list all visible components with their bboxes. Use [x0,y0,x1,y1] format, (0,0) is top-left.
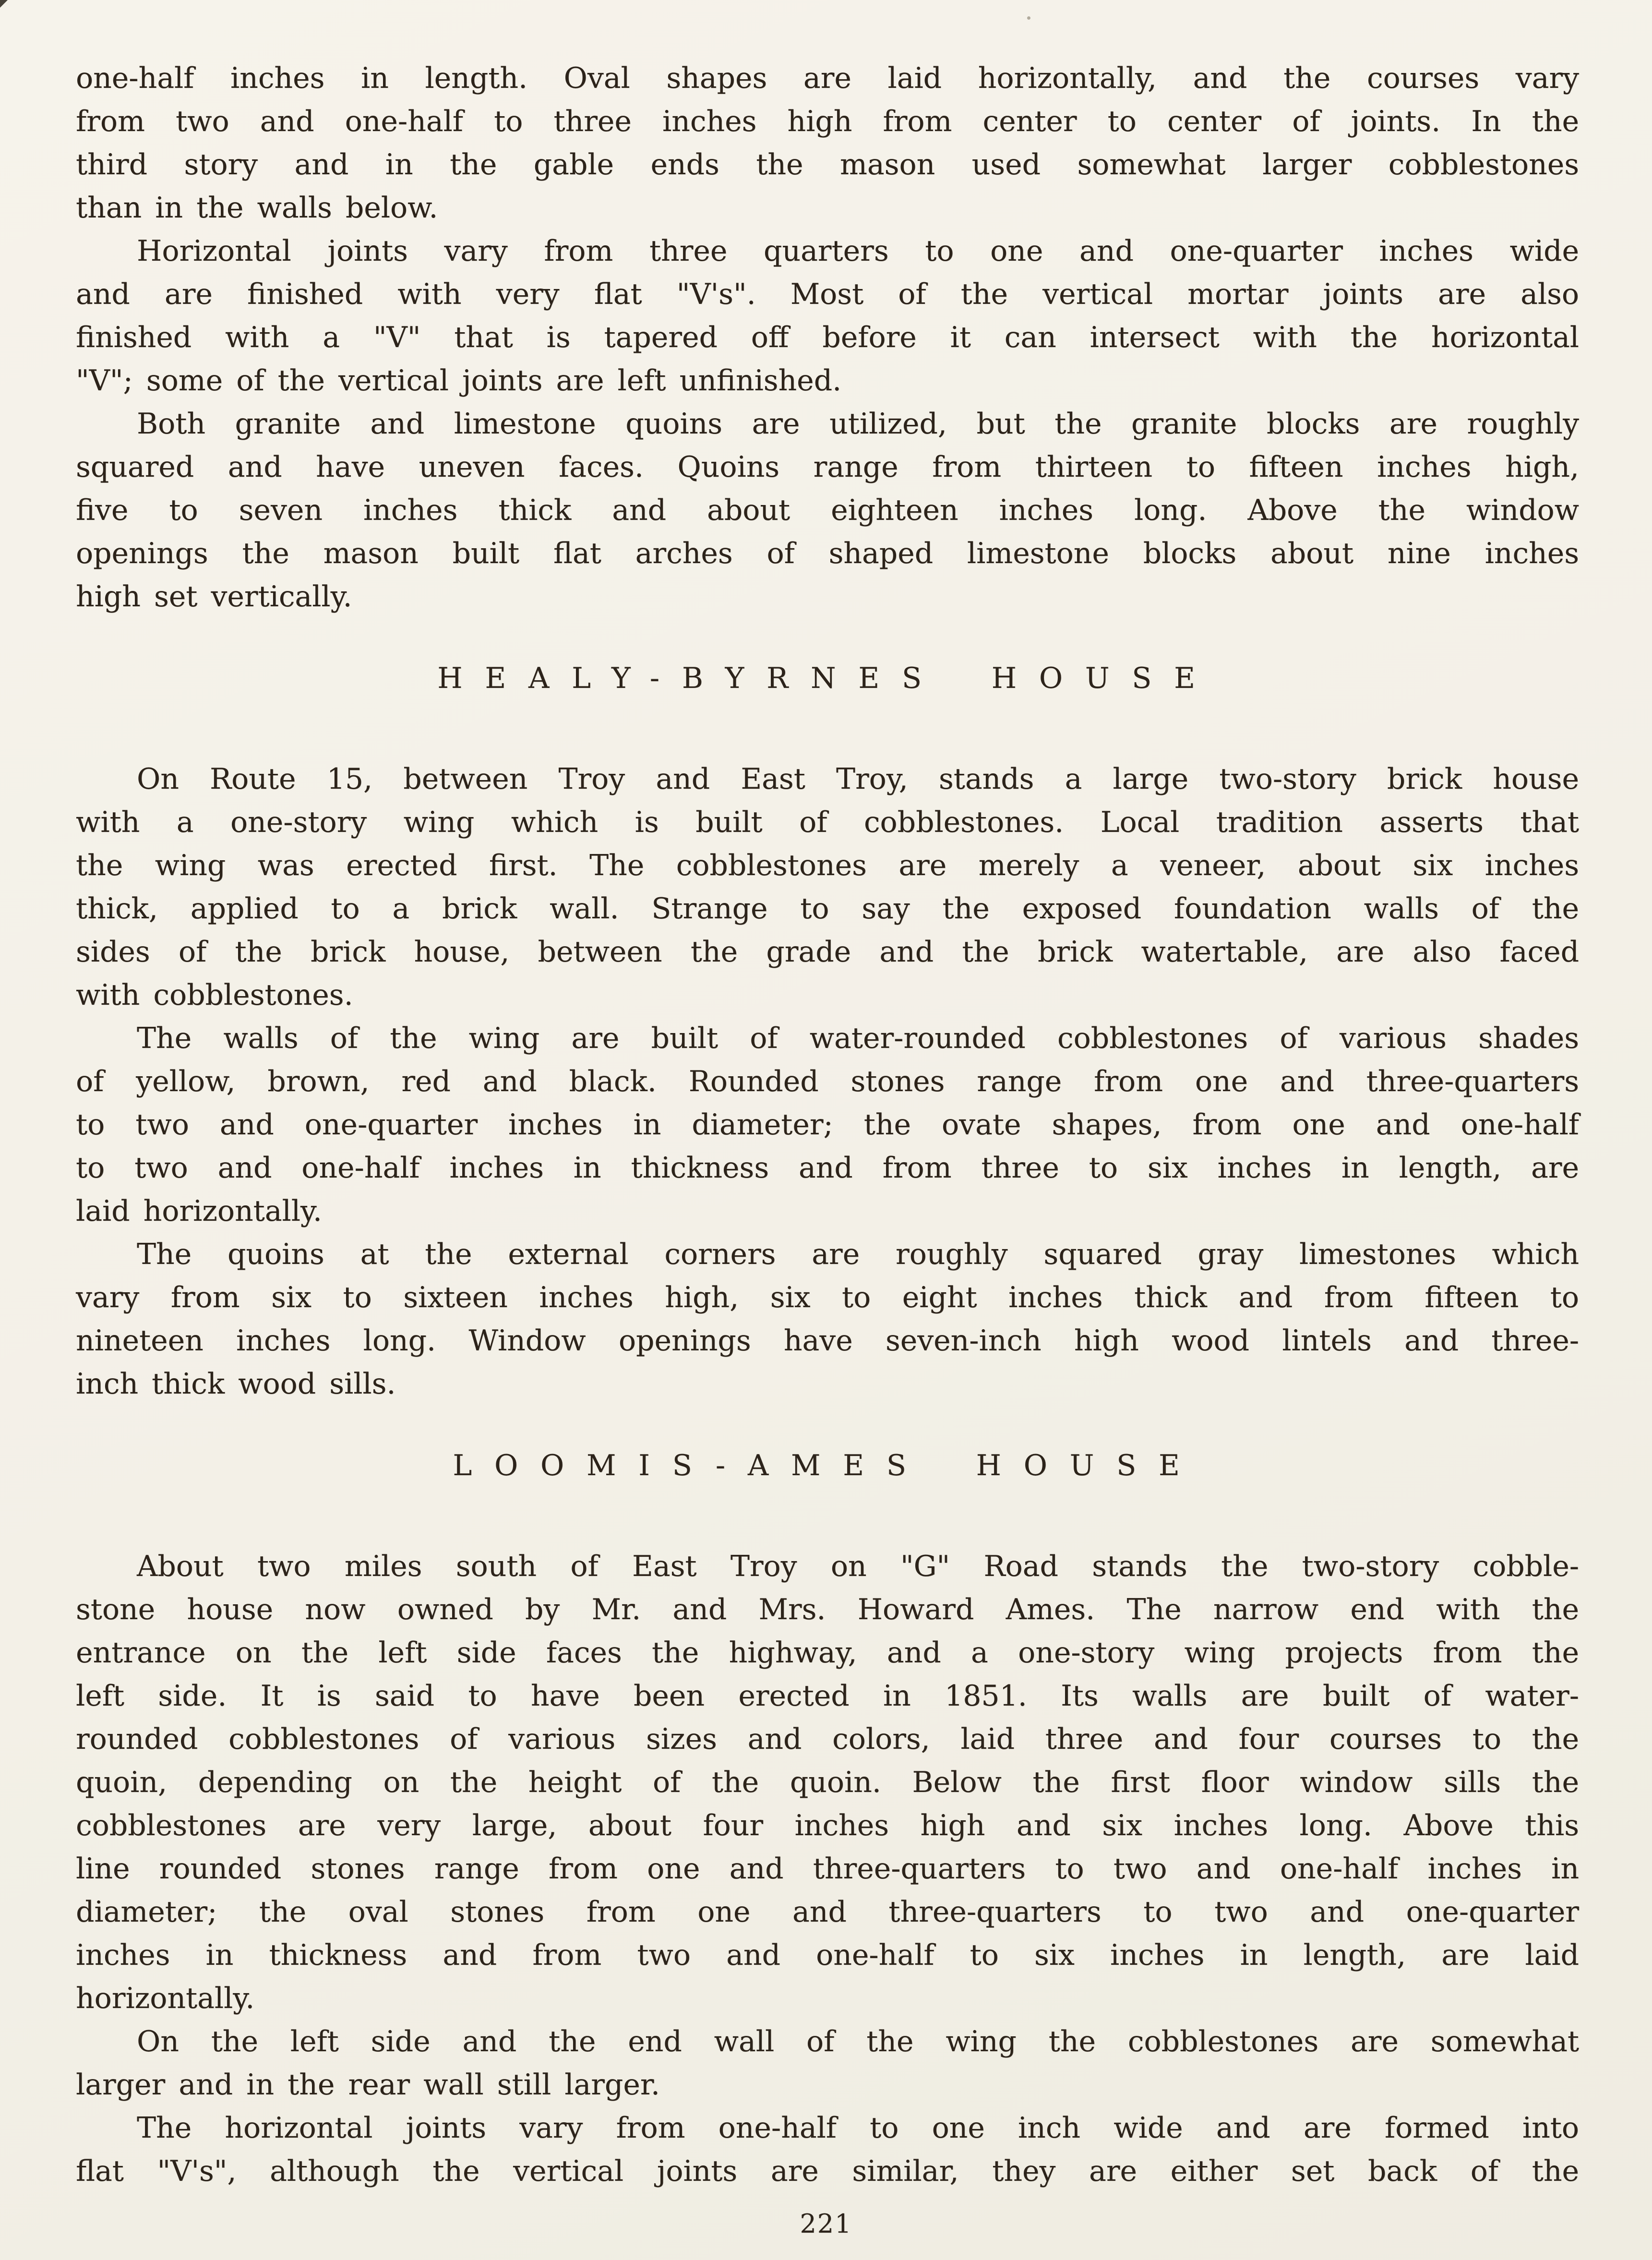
paragraph [76,1017,1579,1233]
paragraph [76,402,1579,618]
text-line: of yellow, brown, red and black. Rounded stones range from one and three-quarters [76,1065,1579,1098]
text-line: and are finished with very flat "V's". Most of the vertical mortar joints are also [76,277,1579,311]
text-line: with a one-story wing which is built of cobblestones. Local tradition asserts that [76,805,1579,839]
text-line: with cobblestones. [76,978,353,1012]
paragraph [76,1233,1579,1406]
text-line: horizontally. [76,1982,255,2015]
text-line: quoin, depending on the height of the quoin. Below the first floor window sills the [76,1766,1579,1799]
text-line: to two and one-half inches in thickness and from three to six inches in length, are [76,1151,1579,1185]
text-line: Both granite and limestone quoins are utilized, but the granite blocks are roughly [137,407,1579,441]
paragraph [76,2020,1579,2106]
text-line: On Route 15, between Troy and East Troy, stands a large two-story brick house [137,762,1579,796]
text-line: third story and in the gable ends the mason used somewhat larger cobblestones [76,148,1579,181]
text-line: inches in thickness and from two and one-half to six inches in length, are laid [76,1938,1579,1972]
text-line: stone house now owned by Mr. and Mrs. Howard Ames. The narrow end with the [76,1593,1579,1626]
text-line: diameter; the oval stones from one and three-quarters to two and one-quarter [76,1895,1579,1929]
text-line: one-half inches in length. Oval shapes are laid horizontally, and the courses vary [76,61,1579,95]
text-line: nineteen inches long. Window openings have seven-inch high wood lintels and three- [76,1324,1579,1358]
text-line: The walls of the wing are built of water-rounded cobblestones of various shades [137,1022,1579,1055]
text-line: entrance on the left side faces the highway, and a one-story wing projects from the [76,1636,1579,1670]
paragraph [76,1545,1579,2020]
text-line: high set vertically. [76,580,352,613]
text-line: The horizontal joints vary from one-half to one inch wide and are formed into [137,2111,1579,2145]
text-line: laid horizontally. [76,1194,322,1228]
text-line: thick, applied to a brick wall. Strange to say the exposed foundation walls of the [76,892,1579,926]
text-line: the wing was erected first. The cobblestones are merely a veneer, about six inches [76,849,1579,882]
page-content [76,57,1579,2193]
text-line: rounded cobblestones of various sizes and colors, laid three and four courses to the [76,1722,1579,1756]
text-line: Horizontal joints vary from three quarters to one and one-quarter inches wide [137,234,1579,268]
text-line: The quoins at the external corners are roughly squared gray limestones which [137,1238,1579,1271]
text-line: finished with a "V" that is tapered off before it can intersect with the horizontal [76,321,1579,354]
section-heading: HEALY-BYRNES HOUSE [437,661,1218,695]
text-line: five to seven inches thick and about eighteen inches long. Above the window [76,493,1579,527]
paragraph [76,229,1579,402]
scan-speck [1027,16,1030,20]
section-heading: LOOMIS-AMES HOUSE [453,1449,1202,1482]
text-line: left side. It is said to have been erected in 1851. Its walls are built of water- [76,1679,1579,1713]
text-line: sides of the brick house, between the grade and the brick watertable, are also faced [76,935,1579,969]
text-line: line rounded stones range from one and three-quarters to two and one-half inches in [76,1852,1579,1886]
text-line: to two and one-quarter inches in diameter; the ovate shapes, from one and one-half [76,1108,1579,1142]
text-line: cobblestones are very large, about four inches high and six inches long. Above this [76,1809,1579,1842]
text-line: than in the walls below. [76,191,438,225]
text-line: squared and have uneven faces. Quoins range from thirteen to fifteen inches high, [76,450,1579,484]
paragraph [76,57,1579,229]
text-line: flat "V's", although the vertical joints are similar, they are either set back of the [76,2154,1579,2188]
text-line: from two and one-half to three inches high from center to center of joints. In the [76,105,1579,138]
paragraph [76,757,1579,1017]
text-line: "V"; some of the vertical joints are left unfinished. [76,364,842,397]
text-line: openings the mason built flat arches of shaped limestone blocks about nine inches [76,537,1579,570]
text-line: About two miles south of East Troy on "G" Road stands the two-story cobble- [137,1550,1579,1583]
text-line: larger and in the rear wall still larger. [76,2068,660,2102]
page-number: 221 [800,2209,852,2239]
paragraph [76,2106,1579,2193]
text-line: vary from six to sixteen inches high, six to eight inches thick and from fifteen to [76,1281,1579,1314]
text-line: On the left side and the end wall of the wing the cobblestones are somewhat [137,2025,1579,2058]
scan-corner-artifact [0,0,8,8]
text-line: inch thick wood sills. [76,1367,396,1401]
